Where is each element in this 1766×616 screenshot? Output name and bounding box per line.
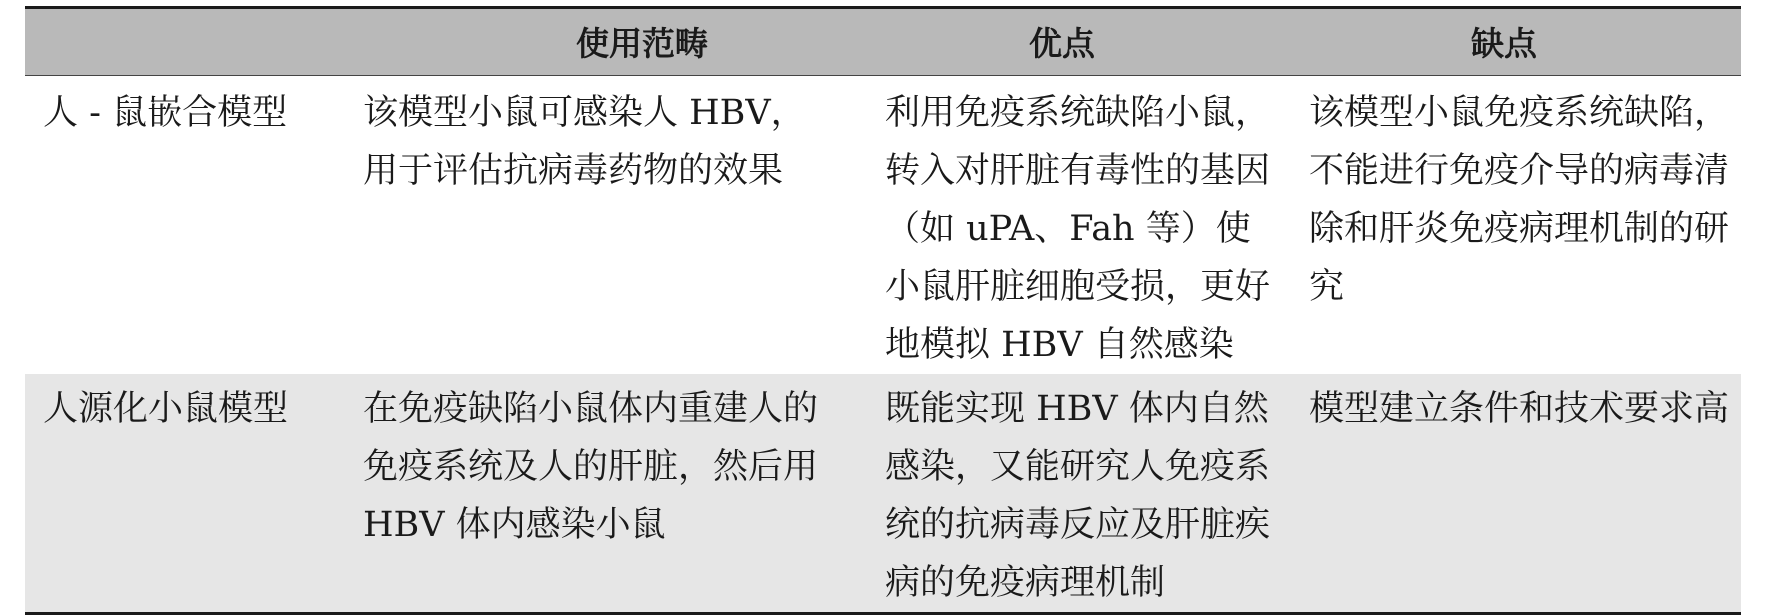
table (25, 9, 1741, 612)
table-row (25, 374, 1741, 612)
header-disadvantages: 缺点 (1471, 24, 1537, 64)
model-comparison-table (25, 6, 1741, 615)
header-row (25, 9, 1741, 75)
header-advantages: 优点 (1029, 24, 1095, 64)
cell-advantages: 既能实现 HBV 体内自然感染，又能研究人免疫系统的抗病毒反应及肝脏疾病的免疫病理机制 (885, 388, 1271, 603)
cell-advantages: 利用免疫系统缺陷小鼠，转入对肝脏有毒性的基因（如 uPA、Fah 等）使小鼠肝脏细胞受损，更好地模拟 HBV 自然感染 (885, 92, 1271, 365)
table-row (25, 75, 1741, 374)
cell-model: 人源化小鼠模型 (43, 388, 289, 429)
table-header (25, 9, 1741, 75)
cell-scope: 该模型小鼠可感染人 HBV，用于评估抗病毒药物的效果 (363, 92, 806, 191)
cell-scope: 在免疫缺陷小鼠体内重建人的免疫系统及人的肝脏，然后用 HBV 体内感染小鼠 (363, 388, 819, 545)
cell-disadvantages: 该模型小鼠免疫系统缺陷，不能进行免疫介导的病毒清除和肝炎免疫病理机制的研究 (1309, 92, 1730, 307)
header-scope: 使用范畴 (576, 24, 708, 64)
cell-disadvantages: 模型建立条件和技术要求高 (1309, 388, 1730, 429)
cell-model: 人 - 鼠嵌合模型 (43, 92, 288, 133)
header-model (25, 9, 343, 75)
table-body (25, 75, 1741, 612)
